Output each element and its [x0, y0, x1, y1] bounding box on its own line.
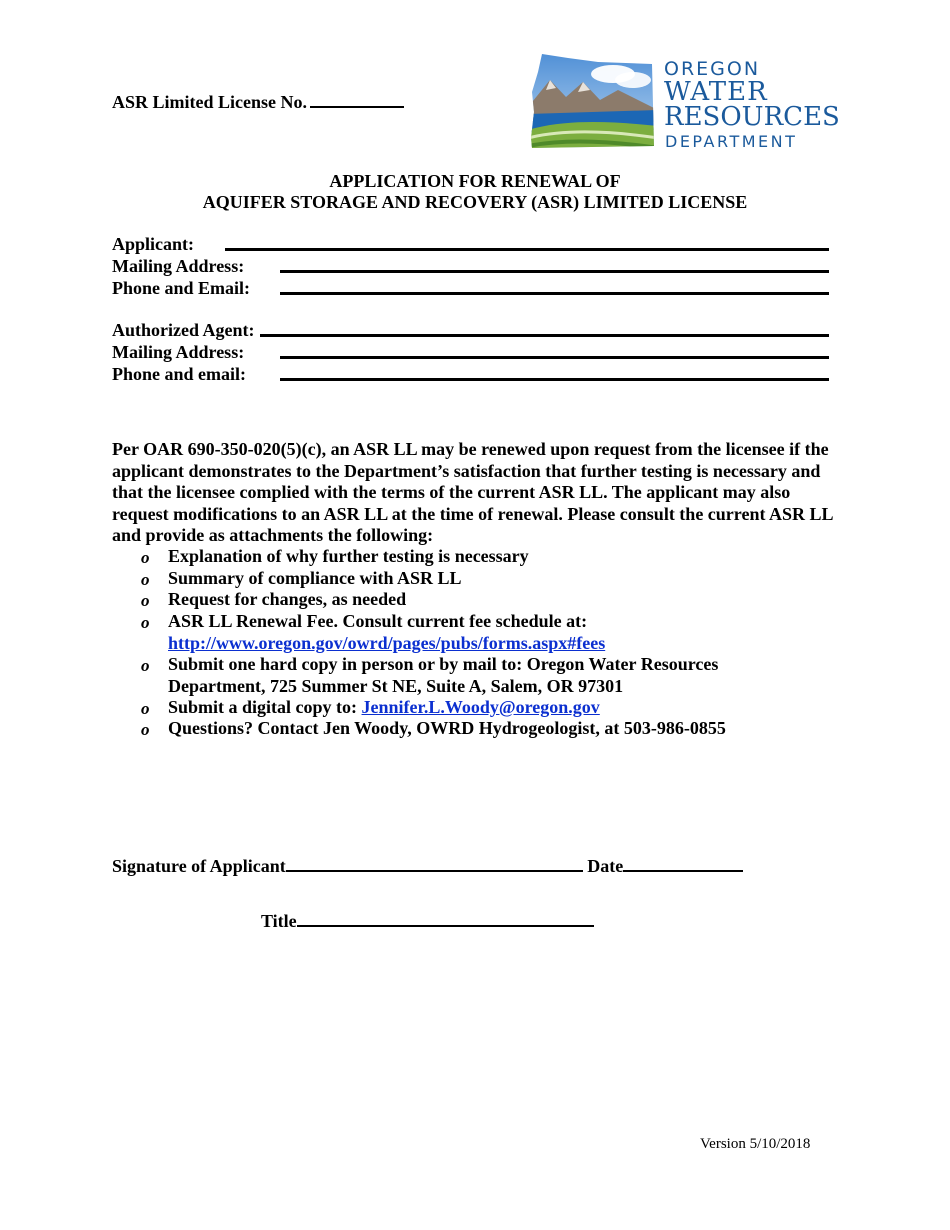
title-label: Title — [261, 911, 297, 931]
title-row — [261, 907, 594, 932]
agent-input-line[interactable] — [260, 334, 829, 337]
bullet-circle-icon: o — [141, 720, 150, 739]
form-title-line1: APPLICATION FOR RENEWAL OF — [329, 171, 621, 191]
bullet-circle-icon: o — [141, 591, 150, 610]
license-number-field — [112, 90, 404, 113]
license-number-label: ASR Limited License No. — [112, 92, 307, 112]
applicant-mailing-label: Mailing Address: — [112, 256, 245, 276]
applicant-phone-label: Phone and Email: — [112, 278, 251, 298]
date-input-line[interactable] — [623, 852, 743, 872]
agent-phone-input-line[interactable] — [280, 378, 829, 381]
agent-mailing-input-line[interactable] — [280, 356, 829, 359]
applicant-input-line[interactable] — [225, 248, 829, 251]
logo-line-resources: RESOURCES — [664, 102, 840, 132]
bullet-circle-icon: o — [141, 548, 150, 567]
date-label: Date — [587, 856, 624, 876]
email-link[interactable]: Jennifer.L.Woody@oregon.gov — [361, 697, 600, 717]
agent-label: Authorized Agent: — [112, 320, 255, 340]
list-item: o ASR LL Renewal Fee. Consult current fee schedule at: http://www.oregon.gov/owrd/pages/pubs/forms.aspx#fees — [141, 611, 606, 653]
list-item: o Submit a digital copy to: Jennifer.L.Woody@oregon.gov — [141, 697, 600, 718]
signature-label: Signature of Applicant — [112, 856, 286, 876]
logo-line-oregon: OREGON — [664, 58, 761, 80]
bullet-circle-icon: o — [141, 613, 150, 632]
fee-schedule-link[interactable]: http://www.oregon.gov/owrd/pages/pubs/forms.aspx#fees — [168, 632, 606, 653]
list-item: o Submit one hard copy in person or by mail to: Oregon Water Resources Department, 725 Summer St NE, Suite A, Salem, OR 97301 — [141, 654, 719, 696]
signature-row — [112, 852, 743, 877]
bullet-circle-icon: o — [141, 699, 150, 718]
list-item: o Explanation of why further testing is necessary — [141, 546, 529, 567]
oregon-landscape-logo-icon — [528, 52, 658, 152]
list-item: o Summary of compliance with ASR LL — [141, 568, 462, 589]
form-title-line2: AQUIFER STORAGE AND RECOVERY (ASR) LIMITED LICENSE — [202, 192, 748, 212]
license-number-blank[interactable] — [310, 90, 404, 108]
applicant-phone-input-line[interactable] — [280, 292, 829, 295]
bullet-circle-icon: o — [141, 570, 150, 589]
title-input-line[interactable] — [297, 907, 594, 927]
list-item: o Questions? Contact Jen Woody, OWRD Hydrogeologist, at 503-986-0855 — [141, 718, 726, 739]
signature-input-line[interactable] — [286, 852, 583, 872]
applicant-label: Applicant: — [112, 234, 195, 254]
applicant-mailing-input-line[interactable] — [280, 270, 829, 273]
logo-line-department: DEPARTMENT — [665, 132, 798, 151]
logo-line-water: WATER — [664, 77, 768, 107]
version-footer: Version 5/10/2018 — [700, 1136, 811, 1152]
agent-mailing-label: Mailing Address: — [112, 342, 245, 362]
owrd-logo — [528, 52, 840, 152]
instructions-paragraph: Per OAR 690-350-020(5)(c), an ASR LL may be renewed upon request from the licensee if the applicant demonstrates to the Department’s satisfaction that further testing is necessary and that the licensee complied with the terms of the current ASR LL. The applicant may also request modifications to an ASR LL at the time of renewal. Please consult the current ASR LL and provide as attachments the following: — [112, 439, 833, 546]
list-item: o Request for changes, as needed — [141, 589, 407, 610]
agent-phone-label: Phone and email: — [112, 364, 247, 384]
bullet-circle-icon: o — [141, 656, 150, 675]
